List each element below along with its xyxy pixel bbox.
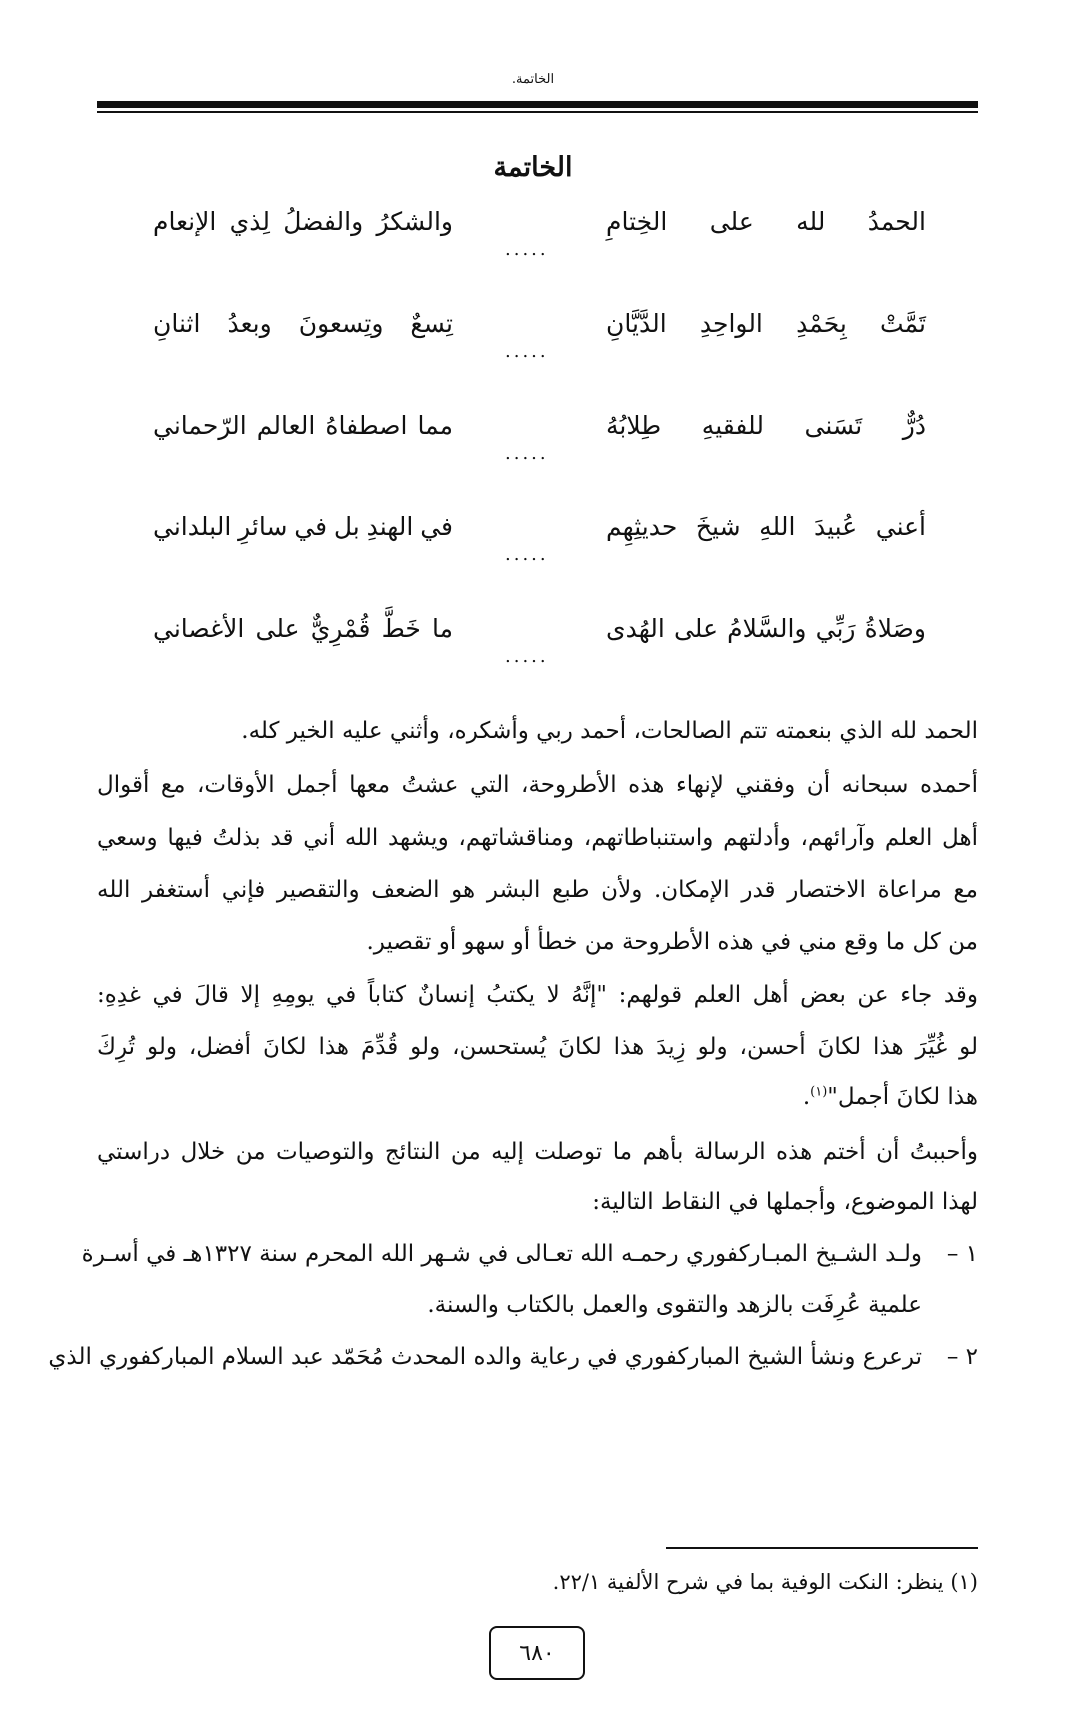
poem-line <box>97 411 978 471</box>
hemistich-second <box>153 614 453 643</box>
poem-word: للفقيهِ <box>701 411 764 440</box>
list-item <box>48 1344 978 1378</box>
poem-word: تِسعٌ <box>410 309 453 338</box>
footnote: (١) ينظر: النكت الوفية بما في شرح الألفية ٢٢/١. <box>552 1570 978 1594</box>
poem-word: بل <box>333 512 360 541</box>
poem-word: والشكرُ <box>376 207 453 236</box>
period: . <box>802 1084 811 1110</box>
poem-word: وتِسعونَ <box>298 309 384 338</box>
poem-word: الدَّيَّانِ <box>606 309 667 338</box>
paragraph-2-line: مع مراعاة الاختصار قدر الإمكان. ولأن طبع البشر هو الضعف والتقصير فإني أستغفر الله <box>97 877 978 903</box>
poem-word: الخِتامِ <box>606 207 668 236</box>
list-text: ولـد الشـيخ المبـاركفوري رحمـه الله تعـالى في شـهر الله المحرم سنة ١٣٢٧هـ في أسـرة <box>81 1241 922 1267</box>
poem-word: قُمْرِيٌّ <box>310 614 371 643</box>
paragraph-1: الحمد لله الذي بنعمته تتم الصالحات، أحمد ربي وأشكره، وأثني عليه الخير كله. <box>241 718 978 744</box>
paragraph-3-line: لو غُيِّرَ هذا لكانَ أحسن، ولو زِيدَ هذا لكانَ يُستحسن، ولو قُدِّمَ هذا لكانَ أفضل، ولو تُرِكَ <box>97 1034 978 1060</box>
header-rule-thin <box>97 111 978 113</box>
paragraph-3-line <box>97 1084 978 1110</box>
hemistich-first <box>606 512 926 541</box>
list-number: ١ – <box>946 1241 978 1267</box>
running-head: الخاتمة. <box>511 72 555 87</box>
poem-word: خَطَّ <box>381 614 421 643</box>
poem-word: أعني <box>875 512 926 541</box>
paragraph-2-line: أحمده سبحانه أن وفقني لإنهاء هذه الأطروحة، التي عشتُ معها أجمل الأوقات، مع أقوال <box>97 772 978 798</box>
list-text: علمية عُرِفَت بالزهد والتقوى والعمل بالكتاب والسنة. <box>427 1292 922 1318</box>
hemistich-first <box>606 309 926 338</box>
footnote-ref: (١) <box>810 1084 828 1100</box>
poem-separator-dots: ..... <box>505 544 549 565</box>
poem-word: دُرٌّ <box>902 411 926 440</box>
poem-separator-dots: ..... <box>505 646 549 667</box>
poem-separator-dots: ..... <box>505 239 549 260</box>
poem-separator-dots: ..... <box>505 341 549 362</box>
poem-word: في <box>420 512 453 541</box>
list-item-cont <box>97 1292 978 1326</box>
poem-word: العالم <box>256 411 316 440</box>
poem-word: على <box>255 614 300 643</box>
footnote-rule <box>666 1547 978 1549</box>
poem-word: الحمدُ <box>867 207 926 236</box>
poem-word: اللهِ <box>759 512 796 541</box>
hemistich-first <box>606 411 926 440</box>
paragraph-4-line: وأحببتُ أن أختم هذه الرسالة بأهم ما توصلت إليه من النتائج والتوصيات من خلال دراستي <box>97 1139 978 1165</box>
poem-word: حديثِهِم <box>606 512 678 541</box>
poem-word: بِحَمْدِ <box>796 309 847 338</box>
hemistich-second <box>153 309 453 338</box>
poem-word: في <box>294 512 328 541</box>
quote-end: هذا لكانَ أجمل" <box>827 1084 978 1110</box>
paragraph-4-line: لهذا الموضوع، وأجملها في النقاط التالية: <box>592 1189 978 1215</box>
paragraph-2-line: من كل ما وقع مني في هذه الأطروحة من خطأ أو سهو أو تقصير. <box>366 929 978 955</box>
poem-word: طِلابُهُ <box>606 411 662 440</box>
poem-word: والسَّلامُ <box>727 614 807 643</box>
poem-word: الهندِ <box>366 512 414 541</box>
poem-word: اثنانِ <box>153 309 201 338</box>
poem-word: تَمَّتْ <box>880 309 926 338</box>
hemistich-first <box>606 614 926 643</box>
poem-word: الرّحماني <box>153 411 247 440</box>
page-number <box>489 1626 585 1680</box>
poem-word: سائرِ <box>238 512 288 541</box>
list-item <box>81 1241 978 1275</box>
poem-word: الهُدى <box>606 614 665 643</box>
poem-word: الأغصاني <box>153 614 245 643</box>
paragraph-3-line: وقد جاء عن بعض أهل العلم قولهم: "إنَّهُ لا يكتبُ إنسانٌ كتاباً في يومِهِ إلا قالَ في غدِهِ: <box>97 982 978 1008</box>
poem-word: ما <box>431 614 453 643</box>
poem-word: لِذي <box>229 207 270 236</box>
poem-word: تَسَنى <box>804 411 863 440</box>
poem-word: الإنعام <box>153 207 217 236</box>
hemistich-second <box>153 512 453 541</box>
poem-word: وصَلاةُ <box>864 614 926 643</box>
hemistich-second <box>153 207 453 236</box>
poem-word: وبعدُ <box>227 309 272 338</box>
poem-word: على <box>709 207 754 236</box>
poem-word: عُبيدَ <box>814 512 858 541</box>
paragraph-2-line: أهل العلم وآرائهم، وأدلتهم واستنباطاتهم، ومناقشاتهم، ويشهد الله أني قد بذلتُ فيها وسعي <box>97 825 978 851</box>
poem-line <box>97 207 978 267</box>
poem-word: شيخَ <box>695 512 741 541</box>
poem-word: لله <box>796 207 826 236</box>
poem-line <box>97 512 978 572</box>
poem-word: البلداني <box>153 512 232 541</box>
poem-line <box>97 309 978 369</box>
poem-word: رَبِّي <box>815 614 856 643</box>
poem-word: والفضلُ <box>283 207 364 236</box>
poem-word: مما <box>417 411 453 440</box>
header-rule <box>97 101 978 108</box>
chapter-title: الخاتمة <box>493 152 573 183</box>
poem-word: الواحِدِ <box>699 309 763 338</box>
hemistich-second <box>153 411 453 440</box>
poem-line <box>97 614 978 674</box>
list-text: ترعرع ونشأ الشيخ المباركفوري في رعاية والده المحدث مُحَمّد عبد السلام المباركفوري الذي <box>48 1344 922 1370</box>
poem-word: اصطفاهُ <box>325 411 408 440</box>
page-number-text: ٦٨٠ <box>519 1640 555 1666</box>
hemistich-first <box>606 207 926 236</box>
list-number: ٢ – <box>946 1344 978 1370</box>
poem-word: على <box>673 614 718 643</box>
poem-separator-dots: ..... <box>505 443 549 464</box>
